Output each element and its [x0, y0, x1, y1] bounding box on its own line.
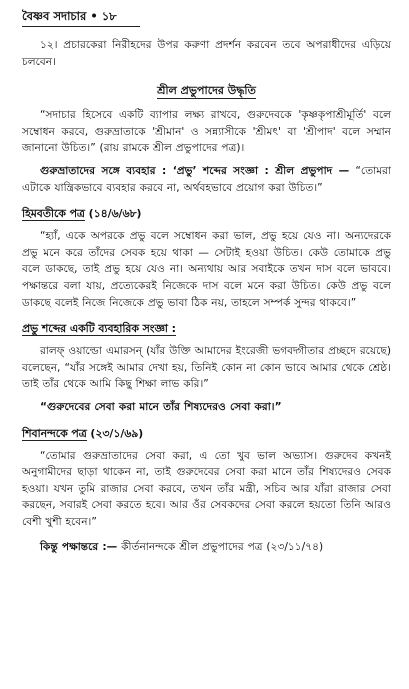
book-title: বৈষ্ণব সদাচার	[22, 9, 87, 23]
header-bullet: •	[90, 9, 98, 23]
practical-definition-heading: প্রভু শব্দের একটি ব্যবহারিক সংজ্ঞা :	[22, 322, 176, 336]
footer-letter: কীর্তনানন্দকে শ্রীল প্রভুপাদের পত্র	[121, 541, 263, 554]
service-quote: “গুরুদেবের সেবা করা মানে তাঁর শিষ্যদেরও সেবা করা।”	[40, 400, 282, 413]
page-number: ১৮	[101, 9, 117, 23]
emerson-paragraph: রালফ্ ওয়াল্ডো এমারসন্ (যাঁর উক্তি আমাদের ইংরেজী ভগবদ্গীতার প্রচ্ছদে রয়েছে) বলেছেন, “যাঁর সঙ্গেই আমার দেখা হয়, তিনিই কোন না কোন ভাবে আমার থেকে শ্রেষ্ঠ। তাই তাঁর থেকে আমি কিছু শিক্ষা লাভ করি।”	[22, 345, 391, 391]
godbrothers-text: “তোমরা এটাকে যান্ত্রিকভাবে ব্যবহার করবে না, অর্থবহভাবে প্রয়োগ করা উচিত।”	[22, 164, 391, 194]
godbrothers-label: গুরুভ্রাতাদের সঙ্গে ব্যবহার : ‘প্রভু’ শব্দের সংজ্ঞা : শ্রীল প্রভুপাদ —	[40, 164, 350, 177]
footer-label: কিন্তু পক্ষান্তরে :—	[40, 541, 118, 554]
letter-shivananda-date: (২৩/১/৬৯)	[90, 426, 144, 440]
quotes-heading: শ্রীল প্রভুপাদের উদ্ধৃতি	[157, 84, 256, 98]
godbrothers-paragraph	[22, 163, 391, 196]
running-header	[22, 8, 140, 27]
letter-shivananda-text: “তোমার গুরুভ্রাতাদের সেবা করা, এ তো খুব ভাল অভ্যাস। গুরুদেব কখনই অনুগামীদের ছাড়া থাকেন না, তাই গুরুদেবের সেবা করা মানে তাঁর শিষ্যদেরও সেবক হওয়া। যখন তুমি রাজার সেবা করবে, তখন তাঁর মন্ত্রী, সচিব আর যাঁরা রাজার সেবা করছেন, সবারই সেবা করতে হবে। আর ওঁর সেবকদের সেবা করলে হয়তো তিনি আরও বেশী খুশী হবেন।”	[22, 449, 391, 528]
item-12: ১২। প্রচারকেরা নিরীহদের উপর করুণা প্রদর্শন করবেন তবে অপরাধীদের এড়িয়ে চলবেন।	[22, 39, 391, 68]
quote-sadachar: “সদাচার হিসেবে একটি ব্যাপার লক্ষ্য রাখবে, গুরুদেবকে 'কৃষ্ণকৃপাশ্রীমূর্তি' বলে সম্বোধন করবে, গুরুভ্রাতাকে 'শ্রীমান' ও সন্ন্যাসীকে 'শ্রীমৎ' বা 'শ্রীপাদ' বলে সম্মান জানানো উচিত।” (রায় রামকে শ্রীল প্রভুপাদের পত্র)।	[22, 109, 391, 155]
footer-date: (২৩/১১/৭৪)	[266, 541, 324, 554]
letter-himavati-text: “হ্যাঁ, একে অপরকে প্রভু বলে সম্বোধন করা ভাল, প্রভু হয়ে যেও না। অন্যদেরকে প্রভু মনে করে তাঁদের সেবক হয়ে থাকা — সেটাই হওয়া উচিত। কেউ তোমাকে প্রভু বলে ডাকছে, তাই প্রভু হয়ে যেও না। অন্যথায় আর সবাইকে তখন দাস বলে ভাববে। পক্ষান্তরে বলা যায়, প্রত্যেকেরই নিজেকে দাস বলে মনে করা উচিত। কেউ প্রভু বলে ডাকছে বলেই নিজে নিজেকে প্রভু ভাবা ঠিক নয়, তাহলে সম্পর্ক সুন্দর থাকবে।”	[22, 230, 391, 309]
letter-himavati-heading: হিমবতীকে পত্র (১৪/৬/৬৮)	[22, 207, 142, 221]
footer-line	[22, 539, 391, 556]
letter-himavati-date: (১৪/৬/৬৮)	[88, 207, 142, 221]
letter-shivananda-heading: শিবানন্দকে পত্র (২৩/১/৬৯)	[22, 426, 144, 440]
